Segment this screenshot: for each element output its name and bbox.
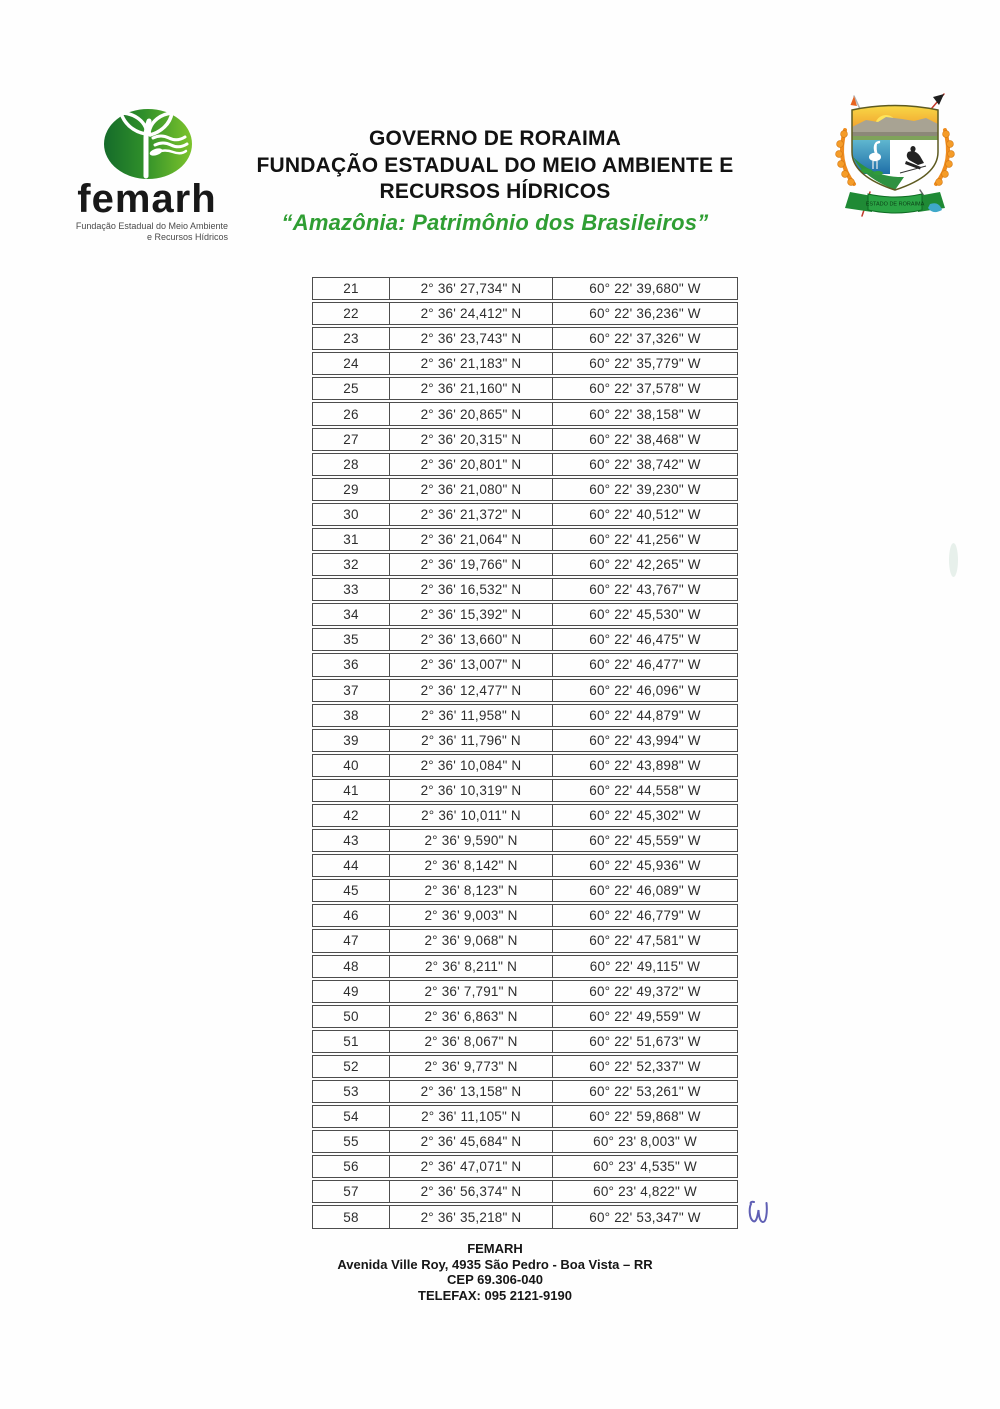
point-number-cell: 24 bbox=[312, 352, 390, 375]
longitude-cell: 60° 22' 43,994" W bbox=[553, 729, 738, 752]
longitude-cell: 60° 22' 46,096" W bbox=[553, 679, 738, 702]
longitude-cell: 60° 22' 45,936" W bbox=[553, 854, 738, 877]
point-number-cell: 41 bbox=[312, 779, 390, 802]
table-row bbox=[312, 955, 738, 978]
point-number-cell: 27 bbox=[312, 428, 390, 451]
femarh-leaf-icon bbox=[103, 108, 193, 180]
latitude-cell: 2° 36' 21,160" N bbox=[390, 377, 553, 400]
longitude-cell: 60° 22' 46,779" W bbox=[553, 904, 738, 927]
point-number-cell: 56 bbox=[312, 1155, 390, 1178]
longitude-cell: 60° 22' 39,680" W bbox=[553, 277, 738, 300]
latitude-cell: 2° 36' 6,863" N bbox=[390, 1005, 553, 1028]
longitude-cell: 60° 22' 43,767" W bbox=[553, 578, 738, 601]
footer-org-name: FEMARH bbox=[467, 1241, 523, 1256]
table-row bbox=[312, 653, 738, 676]
latitude-cell: 2° 36' 11,105" N bbox=[390, 1105, 553, 1128]
title-line-2: FUNDAÇÃO ESTADUAL DO MEIO AMBIENTE E bbox=[256, 153, 734, 177]
femarh-wordmark: femarh bbox=[77, 177, 217, 221]
latitude-cell: 2° 36' 24,412" N bbox=[390, 302, 553, 325]
longitude-cell: 60° 22' 35,779" W bbox=[553, 352, 738, 375]
latitude-cell: 2° 36' 10,319" N bbox=[390, 779, 553, 802]
latitude-cell: 2° 36' 20,315" N bbox=[390, 428, 553, 451]
point-number-cell: 49 bbox=[312, 980, 390, 1003]
point-number-cell: 50 bbox=[312, 1005, 390, 1028]
logo-tagline-line1: Fundação Estadual do Meio Ambiente bbox=[75, 221, 228, 231]
latitude-cell: 2° 36' 9,003" N bbox=[390, 904, 553, 927]
latitude-cell: 2° 36' 8,211" N bbox=[390, 955, 553, 978]
longitude-cell: 60° 22' 53,261" W bbox=[553, 1080, 738, 1103]
latitude-cell: 2° 36' 45,684" N bbox=[390, 1130, 553, 1153]
table-row bbox=[312, 377, 738, 400]
latitude-cell: 2° 36' 20,801" N bbox=[390, 453, 553, 476]
logo-tagline-line2: e Recursos Hídricos bbox=[146, 231, 228, 242]
longitude-cell: 60° 22' 51,673" W bbox=[553, 1030, 738, 1053]
longitude-cell: 60° 22' 49,115" W bbox=[553, 955, 738, 978]
table-row bbox=[312, 327, 738, 350]
table-row bbox=[312, 980, 738, 1003]
latitude-cell: 2° 36' 9,590" N bbox=[390, 829, 553, 852]
longitude-cell: 60° 22' 46,475" W bbox=[553, 628, 738, 651]
longitude-cell: 60° 22' 59,868" W bbox=[553, 1105, 738, 1128]
latitude-cell: 2° 36' 8,067" N bbox=[390, 1030, 553, 1053]
table-row bbox=[312, 779, 738, 802]
latitude-cell: 2° 36' 21,064" N bbox=[390, 528, 553, 551]
point-number-cell: 35 bbox=[312, 628, 390, 651]
handwritten-w-icon bbox=[748, 1199, 770, 1227]
point-number-cell: 46 bbox=[312, 904, 390, 927]
table-row bbox=[312, 1055, 738, 1078]
table-row bbox=[312, 704, 738, 727]
longitude-cell: 60° 22' 45,530" W bbox=[553, 603, 738, 626]
roraima-coat-of-arms-icon bbox=[820, 86, 970, 224]
crest-ribbon-text: ESTADO DE RORAIMA bbox=[865, 201, 925, 208]
point-number-cell: 53 bbox=[312, 1080, 390, 1103]
latitude-cell: 2° 36' 13,007" N bbox=[390, 653, 553, 676]
point-number-cell: 45 bbox=[312, 879, 390, 902]
table-row bbox=[312, 478, 738, 501]
table-row bbox=[312, 1155, 738, 1178]
table-row bbox=[312, 879, 738, 902]
longitude-cell: 60° 22' 49,372" W bbox=[553, 980, 738, 1003]
latitude-cell: 2° 36' 16,532" N bbox=[390, 578, 553, 601]
longitude-cell: 60° 22' 46,089" W bbox=[553, 879, 738, 902]
footer-block bbox=[0, 1241, 990, 1303]
latitude-cell: 2° 36' 10,011" N bbox=[390, 804, 553, 827]
point-number-cell: 47 bbox=[312, 929, 390, 952]
table-row bbox=[312, 1005, 738, 1028]
point-number-cell: 29 bbox=[312, 478, 390, 501]
longitude-cell: 60° 22' 53,347" W bbox=[553, 1205, 738, 1228]
latitude-cell: 2° 36' 11,796" N bbox=[390, 729, 553, 752]
latitude-cell: 2° 36' 11,958" N bbox=[390, 704, 553, 727]
latitude-cell: 2° 36' 9,773" N bbox=[390, 1055, 553, 1078]
table-row bbox=[312, 302, 738, 325]
longitude-cell: 60° 23' 4,535" W bbox=[553, 1155, 738, 1178]
longitude-cell: 60° 22' 45,559" W bbox=[553, 829, 738, 852]
table-row bbox=[312, 1205, 738, 1228]
table-row bbox=[312, 553, 738, 576]
latitude-cell: 2° 36' 10,084" N bbox=[390, 754, 553, 777]
longitude-cell: 60° 22' 45,302" W bbox=[553, 804, 738, 827]
latitude-cell: 2° 36' 9,068" N bbox=[390, 929, 553, 952]
point-number-cell: 26 bbox=[312, 402, 390, 425]
table-row bbox=[312, 428, 738, 451]
point-number-cell: 40 bbox=[312, 754, 390, 777]
point-number-cell: 43 bbox=[312, 829, 390, 852]
point-number-cell: 37 bbox=[312, 679, 390, 702]
point-number-cell: 38 bbox=[312, 704, 390, 727]
table-row bbox=[312, 528, 738, 551]
point-number-cell: 31 bbox=[312, 528, 390, 551]
latitude-cell: 2° 36' 7,791" N bbox=[390, 980, 553, 1003]
longitude-cell: 60° 23' 8,003" W bbox=[553, 1130, 738, 1153]
coordinates-table bbox=[312, 277, 738, 1231]
femarh-logo-tagline bbox=[58, 221, 228, 242]
table-row bbox=[312, 1130, 738, 1153]
latitude-cell: 2° 36' 20,865" N bbox=[390, 402, 553, 425]
table-row bbox=[312, 1030, 738, 1053]
table-row bbox=[312, 603, 738, 626]
latitude-cell: 2° 36' 8,142" N bbox=[390, 854, 553, 877]
point-number-cell: 25 bbox=[312, 377, 390, 400]
footer-cep: CEP 69.306-040 bbox=[447, 1272, 543, 1287]
latitude-cell: 2° 36' 19,766" N bbox=[390, 553, 553, 576]
point-number-cell: 32 bbox=[312, 553, 390, 576]
latitude-cell: 2° 36' 21,183" N bbox=[390, 352, 553, 375]
footer-telefax: TELEFAX: 095 2121-9190 bbox=[418, 1287, 572, 1303]
table-row bbox=[312, 628, 738, 651]
latitude-cell: 2° 36' 8,123" N bbox=[390, 879, 553, 902]
table-row bbox=[312, 1105, 738, 1128]
scan-artifact bbox=[949, 543, 958, 577]
latitude-cell: 2° 36' 15,392" N bbox=[390, 603, 553, 626]
point-number-cell: 44 bbox=[312, 854, 390, 877]
point-number-cell: 58 bbox=[312, 1205, 390, 1228]
longitude-cell: 60° 22' 40,512" W bbox=[553, 503, 738, 526]
longitude-cell: 60° 22' 42,265" W bbox=[553, 553, 738, 576]
latitude-cell: 2° 36' 35,218" N bbox=[390, 1205, 553, 1228]
longitude-cell: 60° 22' 39,230" W bbox=[553, 478, 738, 501]
point-number-cell: 22 bbox=[312, 302, 390, 325]
table-row bbox=[312, 1180, 738, 1203]
point-number-cell: 54 bbox=[312, 1105, 390, 1128]
point-number-cell: 23 bbox=[312, 327, 390, 350]
point-number-cell: 21 bbox=[312, 277, 390, 300]
point-number-cell: 51 bbox=[312, 1030, 390, 1053]
point-number-cell: 28 bbox=[312, 453, 390, 476]
table-row bbox=[312, 754, 738, 777]
handwritten-w-mark bbox=[748, 1199, 770, 1232]
longitude-cell: 60° 22' 38,742" W bbox=[553, 453, 738, 476]
longitude-cell: 60° 22' 38,158" W bbox=[553, 402, 738, 425]
table-row bbox=[312, 503, 738, 526]
latitude-cell: 2° 36' 13,660" N bbox=[390, 628, 553, 651]
point-number-cell: 39 bbox=[312, 729, 390, 752]
latitude-cell: 2° 36' 27,734" N bbox=[390, 277, 553, 300]
table-row bbox=[312, 352, 738, 375]
table-row bbox=[312, 929, 738, 952]
longitude-cell: 60° 23' 4,822" W bbox=[553, 1180, 738, 1203]
point-number-cell: 34 bbox=[312, 603, 390, 626]
table-row bbox=[312, 277, 738, 300]
latitude-cell: 2° 36' 47,071" N bbox=[390, 1155, 553, 1178]
table-row bbox=[312, 829, 738, 852]
letterhead-title-block bbox=[235, 126, 755, 236]
latitude-cell: 2° 36' 12,477" N bbox=[390, 679, 553, 702]
table-row bbox=[312, 453, 738, 476]
point-number-cell: 55 bbox=[312, 1130, 390, 1153]
longitude-cell: 60° 22' 49,559" W bbox=[553, 1005, 738, 1028]
latitude-cell: 2° 36' 13,158" N bbox=[390, 1080, 553, 1103]
table-row bbox=[312, 854, 738, 877]
point-number-cell: 30 bbox=[312, 503, 390, 526]
latitude-cell: 2° 36' 23,743" N bbox=[390, 327, 553, 350]
point-number-cell: 42 bbox=[312, 804, 390, 827]
longitude-cell: 60° 22' 36,236" W bbox=[553, 302, 738, 325]
table-row bbox=[312, 804, 738, 827]
title-line-3: RECURSOS HÍDRICOS bbox=[379, 180, 611, 203]
table-row bbox=[312, 578, 738, 601]
longitude-cell: 60° 22' 46,477" W bbox=[553, 653, 738, 676]
point-number-cell: 52 bbox=[312, 1055, 390, 1078]
table-row bbox=[312, 904, 738, 927]
longitude-cell: 60° 22' 38,468" W bbox=[553, 428, 738, 451]
point-number-cell: 36 bbox=[312, 653, 390, 676]
longitude-cell: 60° 22' 41,256" W bbox=[553, 528, 738, 551]
point-number-cell: 33 bbox=[312, 578, 390, 601]
longitude-cell: 60° 22' 52,337" W bbox=[553, 1055, 738, 1078]
table-row bbox=[312, 679, 738, 702]
point-number-cell: 57 bbox=[312, 1180, 390, 1203]
letterhead-slogan: “Amazônia: Patrimônio dos Brasileiros” bbox=[281, 209, 709, 235]
footer-address: Avenida Ville Roy, 4935 São Pedro - Boa Vista – RR bbox=[337, 1256, 653, 1272]
longitude-cell: 60° 22' 37,578" W bbox=[553, 377, 738, 400]
longitude-cell: 60° 22' 47,581" W bbox=[553, 929, 738, 952]
table-row bbox=[312, 729, 738, 752]
longitude-cell: 60° 22' 43,898" W bbox=[553, 754, 738, 777]
table-row bbox=[312, 402, 738, 425]
latitude-cell: 2° 36' 21,080" N bbox=[390, 478, 553, 501]
longitude-cell: 60° 22' 37,326" W bbox=[553, 327, 738, 350]
latitude-cell: 2° 36' 56,374" N bbox=[390, 1180, 553, 1203]
table-row bbox=[312, 1080, 738, 1103]
longitude-cell: 60° 22' 44,879" W bbox=[553, 704, 738, 727]
title-line-1: GOVERNO DE RORAIMA bbox=[368, 127, 622, 150]
latitude-cell: 2° 36' 21,372" N bbox=[390, 503, 553, 526]
point-number-cell: 48 bbox=[312, 955, 390, 978]
longitude-cell: 60° 22' 44,558" W bbox=[553, 779, 738, 802]
